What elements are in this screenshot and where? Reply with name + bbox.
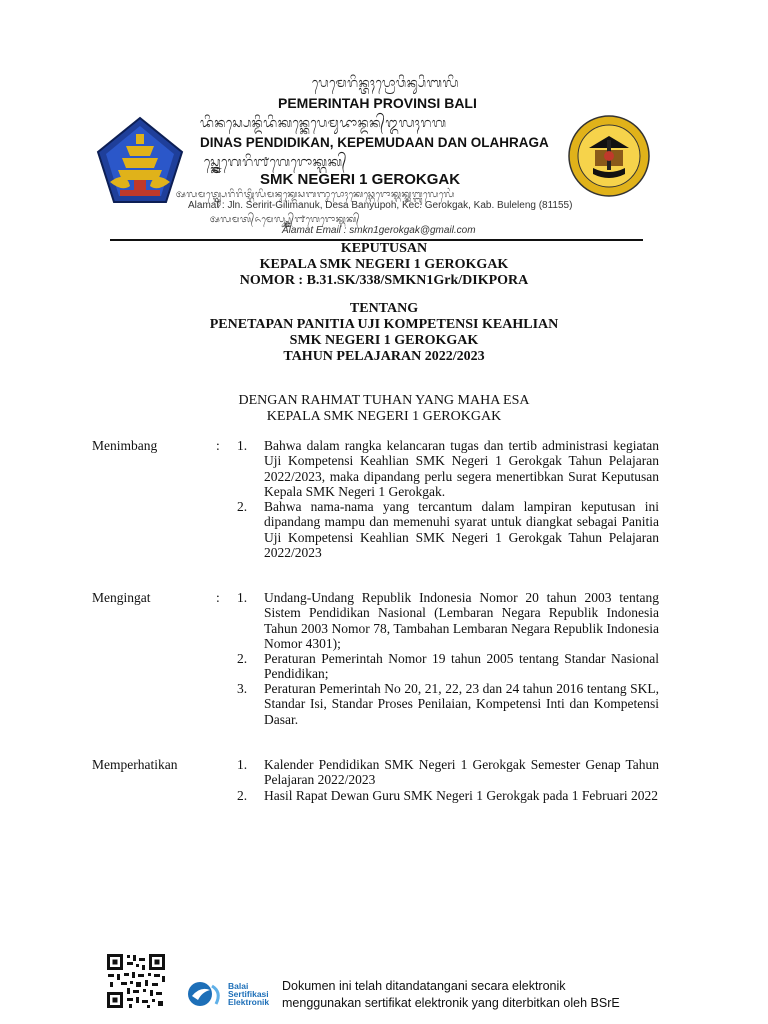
mengingat-item-number: 1. bbox=[237, 590, 248, 605]
opening-line-1: DENGAN RAHMAT TUHAN YANG MAHA ESA bbox=[238, 393, 530, 408]
decree-issuer: KEPALA SMK NEGERI 1 GEROKGAK bbox=[259, 257, 509, 272]
menimbang-item-text: Bahwa dalam rangka kelancaran tugas dan tertib administrasi kegiatan Uji Kompetensi Keahlian SMK Negeri 1 Gerokgak Tahun Pelajaran 2022/2023, maka dipandang perlu segera menertibkan Surat Keputusan Kepala SMK Negeri 1 Gerokgak. bbox=[264, 438, 659, 499]
decree-about: TENTANG bbox=[349, 301, 419, 316]
school-name: SMK NEGERI 1 GEROKGAK bbox=[260, 171, 461, 188]
e-signature-notice-line-2: menggunakan sertifikat elektronik yang diterbitkan oleh BSrE bbox=[282, 996, 620, 1010]
decree-heading: KEPUTUSAN bbox=[340, 241, 428, 256]
qr-code bbox=[105, 952, 167, 1010]
school-email: Alamat Email : smkn1gerokgak@gmail.com bbox=[282, 225, 476, 236]
mengingat-item-text: Peraturan Pemerintah No 20, 21, 22, 23 dan 24 tahun 2016 tentang SKL, Standar Isi, Standar Proses Penilaian, Kompetensi Inti dan Kompetensi Dasar. bbox=[264, 681, 659, 727]
memperhatikan-item-number: 2. bbox=[237, 788, 248, 803]
menimbang-label: Menimbang bbox=[92, 438, 158, 453]
bsre-label-line-1: Balai bbox=[228, 981, 249, 991]
decree-subject-line-1: PENETAPAN PANITIA UJI KOMPETENSI KEAHLIAN bbox=[209, 317, 559, 332]
menimbang-item-text: Bahwa nama-nama yang tercantum dalam lampiran keputusan ini dipandang mampu dan memenuhi syarat untuk diangkat sebagai Panitia Uji Kompetensi Keahlian SMK Negeri 1 Gerokgak Tahun Pelajaran 2022/2023 bbox=[264, 499, 659, 560]
e-signature-notice-line-1: Dokumen ini telah ditandatangani secara elektronik bbox=[282, 979, 566, 993]
menimbang-colon: : bbox=[216, 438, 220, 453]
opening-line-2: KEPALA SMK NEGERI 1 GEROKGAK bbox=[266, 409, 502, 424]
government-name: PEMERINTAH PROVINSI BALI bbox=[278, 95, 477, 111]
memperhatikan-label: Memperhatikan bbox=[92, 757, 178, 772]
mengingat-label: Mengingat bbox=[92, 590, 151, 605]
mengingat-item-number: 2. bbox=[237, 651, 248, 666]
menimbang-item-number: 1. bbox=[237, 438, 248, 453]
department-name: DINAS PENDIDIKAN, KEPEMUDAAN DAN OLAHRAGA bbox=[200, 135, 549, 150]
school-address: Alamat : Jln. Seririt-Gilimanuk, Desa Banyupoh, Kec. Gerokgak, Kab. Buleleng (81155) bbox=[188, 200, 573, 211]
menimbang-item-number: 2. bbox=[237, 499, 248, 514]
mengingat-colon: : bbox=[216, 590, 220, 605]
bali-province-emblem bbox=[96, 116, 184, 204]
mengingat-item-text: Undang-Undang Republik Indonesia Nomor 20 tahun 2003 tentang Sistem Pendidikan Nasional (Lembaran Negara Republik Indonesia Tahun 2003 Nomor 78, Tambahan Lembaran Negara Republik Indonesia Nomor 4301); bbox=[264, 590, 659, 651]
balinese-script-line-2: ᬤᬶᬦᬲ᭄ᬧᬾᬦ᭄ᬤᬶᬤᬶᬓᬦ᭄ᬓᬾᬧᬾᬫᬸᬤᬵᬦ᭄ᬤᬦ᭄ᬑᬮᬄᬭᬕ bbox=[200, 115, 447, 130]
school-emblem bbox=[567, 114, 651, 198]
balinese-script-line-1: ᬧᬾᬫᬾᬭᬶᬦ᭄ᬢᬄᬧ᭄ᬭᭀᬯᬶᬦ᭄ᬲᬶᬩᬮᬶ bbox=[312, 75, 459, 90]
memperhatikan-item-text: Hasil Rapat Dewan Guru SMK Negeri 1 Gerokgak pada 1 Februari 2022 bbox=[264, 788, 659, 803]
balinese-script-line-5: ᬅᬮᬫᬢ᭄ᬏᬫᬾᬮ᭄ᬲ᭄ᬫ᭄ᬓ᭄ᬦ᭄᭑ᬕᬾᬭᭀᬓ᭄ᬕᬓ᭄ bbox=[210, 214, 360, 224]
memperhatikan-item-text: Kalender Pendidikan SMK Negeri 1 Gerokgak Semester Genap Tahun Pelajaran 2022/2023 bbox=[264, 757, 659, 788]
decree-number: NOMOR : B.31.SK/338/SMKN1Grk/DIKPORA bbox=[239, 273, 529, 288]
decree-subject-line-2: SMK NEGERI 1 GEROKGAK bbox=[289, 333, 479, 348]
mengingat-item-number: 3. bbox=[237, 681, 248, 696]
balinese-script-line-4: ᬅᬮᬫᬢ᭄ᬚ᭄ᬮ᭄ᬲᬾᬭᬶᬭᬶᬢ᭄ᬕᬶᬮᬶᬫᬦᬸᬓ᭄ᬤᬾᬲᬩᬜᬸᬧᭀᬄᬓᬾᬘ᭄ᬕᬾᬭᭀᬓ᭄ᬕᬓ᭄ᬓᬩ᭄ᬩᬸᬮᬾᬮᬾᬂ bbox=[176, 189, 455, 199]
bsre-logo-icon bbox=[186, 980, 226, 1008]
balinese-script-line-3: ᬲ᭄ᬫ᭄ᬓ᭄ᬦᬾᬕᬾᬭᬶ᭑ᬕᬾᬭᭀᬓ᭄ᬕᬓ᭄ bbox=[204, 154, 348, 169]
bsre-label-line-3: Elektronik bbox=[228, 997, 270, 1007]
memperhatikan-item-number: 1. bbox=[237, 757, 248, 772]
bsre-label-line-2: Sertifikasi bbox=[228, 989, 269, 999]
decree-subject-line-3: TAHUN PELAJARAN 2022/2023 bbox=[283, 349, 485, 364]
mengingat-item-text: Peraturan Pemerintah Nomor 19 tahun 2005 tentang Standar Nasional Pendidikan; bbox=[264, 651, 659, 682]
